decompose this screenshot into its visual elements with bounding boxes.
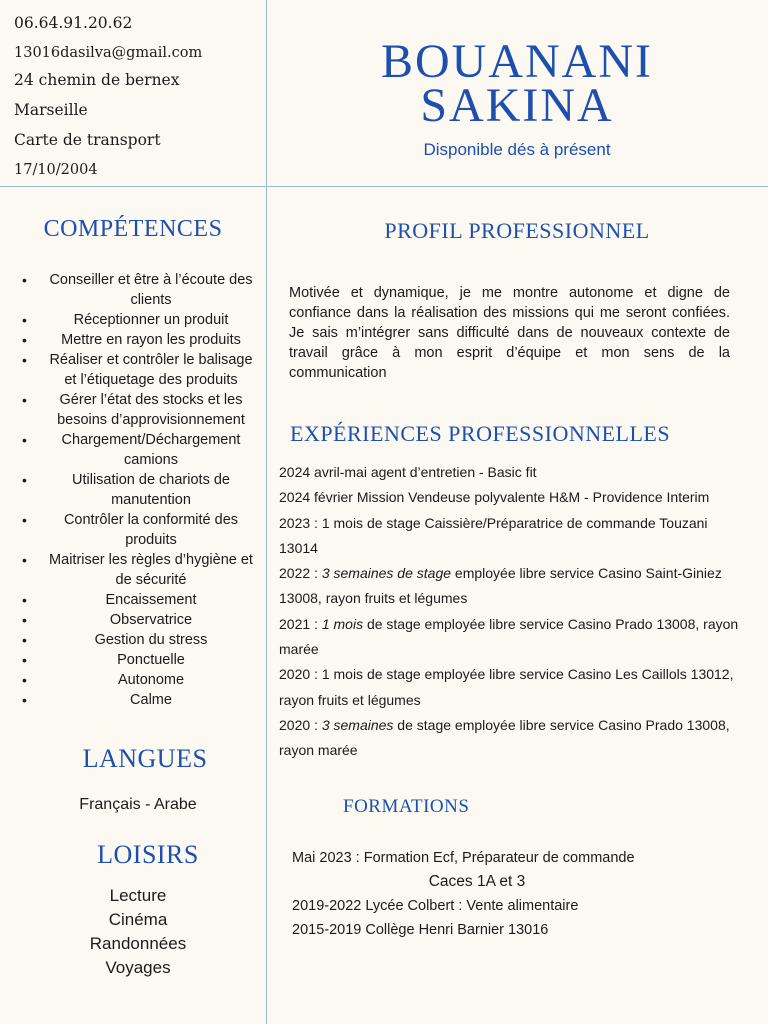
- competence-item: • Autonome: [38, 670, 258, 690]
- experience-item: [279, 662, 739, 713]
- experience-text-pre: 2023 : 1 mois de stage Caissière/Préparatrice de commande Touzani 13014: [279, 514, 708, 556]
- first-name: SAKINA: [420, 79, 614, 132]
- formation-item: Mai 2023 : Formation Ecf, Préparateur de commande: [292, 850, 635, 866]
- city: Marseille: [14, 101, 88, 119]
- langues-text: Français - Arabe: [79, 796, 197, 813]
- experience-item: [279, 561, 739, 612]
- loisir-item: Voyages: [105, 958, 171, 977]
- birthdate: 17/10/2004: [14, 162, 98, 178]
- experience-item: [279, 511, 739, 562]
- experience-item: [279, 713, 739, 764]
- profil-text: Motivée et dynamique, je me montre autonome et digne de confiance dans la réalisation des missions qui me seront confiées. Je sais m’intégrer sans difficulté dans de nouveaux contexte de travail grâce à mon esprit d’équipe et mon sens de la communication: [289, 285, 730, 381]
- loisirs-list: [0, 884, 276, 980]
- langues-title: LANGUES: [82, 744, 208, 773]
- competence-item: • Maitriser les règles d’hygiène et de sécurité: [38, 550, 258, 590]
- experience-item: [279, 460, 739, 485]
- phone-number: 06.64.91.20.62: [14, 14, 133, 32]
- competence-item: • Contrôler la conformité des produits: [38, 510, 258, 550]
- experience-text-pre: 2020 : 1 mois de stage employée libre service Casino Les Caillols 13012, rayon fruits et légumes: [279, 666, 734, 708]
- competences-list: [38, 270, 258, 710]
- horizontal-divider: [0, 186, 768, 187]
- experience-text-post: de stage employée libre service Casino Prado 13008, rayon marée: [279, 615, 739, 658]
- loisir-item: Randonnées: [89, 934, 187, 953]
- experience-text-pre: 2020 :: [279, 716, 322, 733]
- loisir-item: Lecture: [109, 886, 167, 905]
- last-name: BOUANANI: [381, 35, 653, 88]
- transport-info: Carte de transport: [14, 131, 161, 149]
- experience-item: [279, 485, 739, 510]
- competence-item: • Calme: [38, 690, 258, 710]
- experience-text-em: 3 semaines: [321, 716, 394, 733]
- loisir-item: Cinéma: [108, 910, 168, 929]
- formations-title: FORMATIONS: [343, 796, 470, 817]
- competence-item: • Encaissement: [38, 590, 258, 610]
- formation-item-sub: Caces 1A et 3: [428, 873, 526, 890]
- candidate-name: [266, 35, 768, 132]
- competence-item: • Observatrice: [38, 610, 258, 630]
- contact-block: [14, 10, 202, 184]
- profil-title: PROFIL PROFESSIONNEL: [384, 218, 650, 243]
- experience-text-pre: 2021 :: [279, 615, 322, 632]
- competence-item: • Réceptionner un produit: [38, 310, 258, 330]
- competence-item: • Réaliser et contrôler le balisage et l’étiquetage des produits: [38, 350, 258, 390]
- experience-text-post: de stage employée libre service Casino Prado 13008, rayon marée: [279, 716, 730, 759]
- formation-item: 2019-2022 Lycée Colbert : Vente alimentaire: [292, 898, 579, 914]
- competence-item: • Conseiller et être à l’écoute des clients: [38, 270, 258, 310]
- competence-item: • Chargement/Déchargement camions: [38, 430, 258, 470]
- availability-text: Disponible dés à présent: [423, 140, 611, 159]
- experiences-list: [279, 460, 739, 764]
- experience-text-pre: 2024 avril-mai agent d’entretien - Basic fit: [279, 464, 537, 480]
- competence-item: • Mettre en rayon les produits: [38, 330, 258, 350]
- street-address: 24 chemin de bernex: [14, 71, 180, 89]
- loisirs-title: LOISIRS: [97, 840, 199, 869]
- competence-item: • Gestion du stress: [38, 630, 258, 650]
- competence-item: • Ponctuelle: [38, 650, 258, 670]
- formation-item: 2015-2019 Collège Henri Barnier 13016: [292, 922, 549, 938]
- experience-text-em: 3 semaines de stage: [321, 565, 452, 582]
- competence-item: • Gérer l’état des stocks et les besoins d’approvisionnement: [38, 390, 258, 430]
- experience-text-post: employée libre service Casino Saint-Giniez 13008, rayon fruits et légumes: [279, 565, 722, 607]
- email-address: 13016dasilva@gmail.com: [14, 45, 203, 61]
- formations-list: [292, 846, 722, 942]
- competence-item: • Utilisation de chariots de manutention: [38, 470, 258, 510]
- experience-text-em: 1 mois: [321, 615, 364, 632]
- experiences-title: EXPÉRIENCES PROFESSIONNELLES: [290, 421, 671, 446]
- experience-item: [279, 612, 739, 663]
- competences-title: COMPÉTENCES: [43, 216, 223, 242]
- experience-text-pre: 2022 :: [279, 565, 322, 582]
- experience-text-pre: 2024 février Mission Vendeuse polyvalente H&M - Providence Interim: [279, 489, 710, 506]
